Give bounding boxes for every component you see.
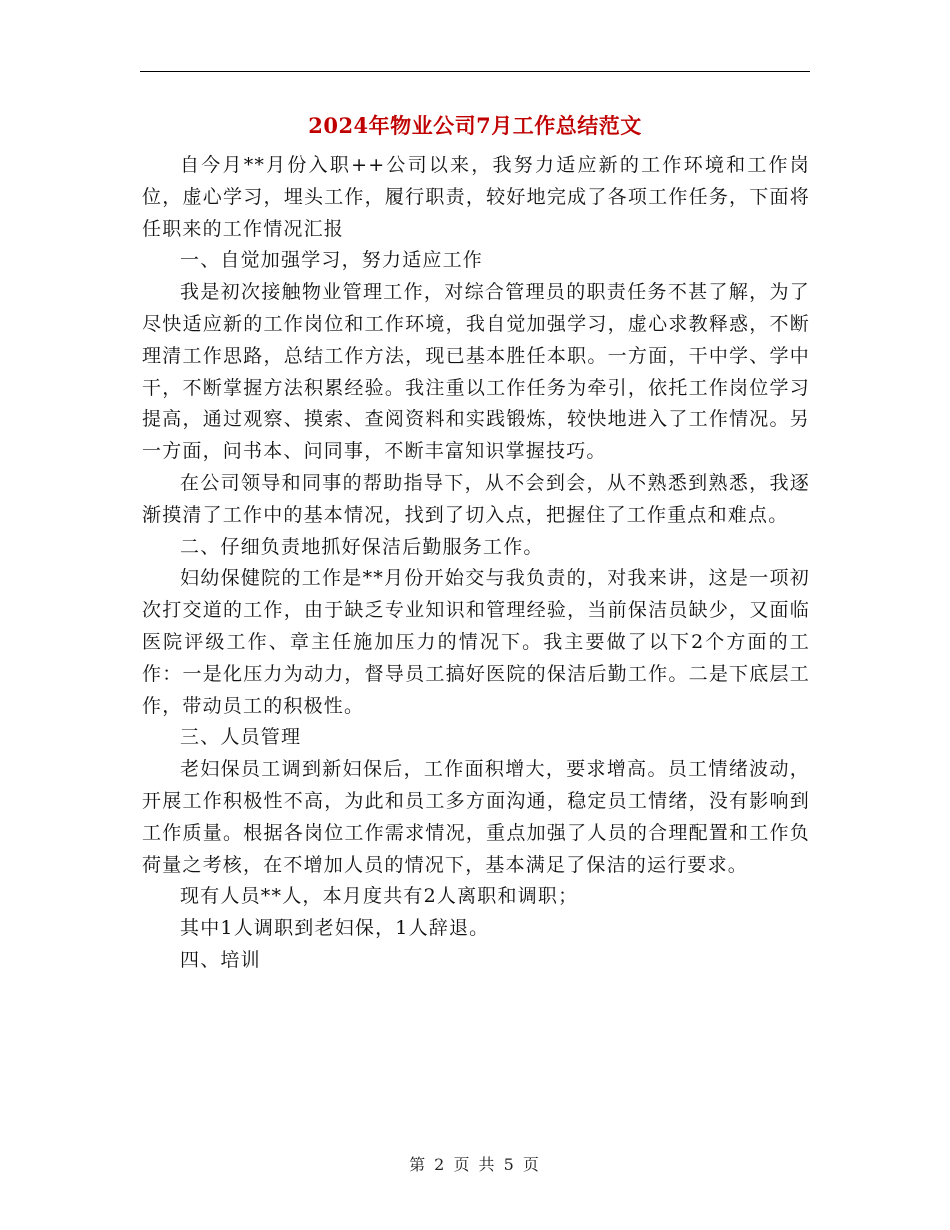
section-heading-3: 三、人员管理: [180, 726, 302, 749]
document-body: [142, 150, 810, 977]
paragraph-2: 在公司领导和同事的帮助指导下，从不会到会，从不熟悉到熟悉，我逐渐摸清了工作中的基本情况，找到了切入点，把握住了工作重点和难点。: [142, 471, 810, 526]
section-heading-1: 一、自觉加强学习，努力适应工作: [180, 249, 484, 272]
header-rule: [140, 71, 810, 72]
paragraph-intro: 自今月**月份入职++公司以来，我努力适应新的工作环境和工作岗位，虚心学习，埋头工作，履行职责，较好地完成了各项工作任务，下面将任职来的工作情况汇报: [142, 154, 810, 240]
page-footer: 第 2 页 共 5 页: [409, 1155, 541, 1174]
paragraph-6: 其中1人调职到老妇保，1人辞退。: [180, 917, 490, 940]
section-heading-4: 四、培训: [180, 948, 261, 971]
paragraph-1: 我是初次接触物业管理工作，对综合管理员的职责任务不甚了解，为了尽快适应新的工作岗位和工作环境，我自觉加强学习，虚心求教释惑，不断理清工作思路，总结工作方法，现已基本胜任本职。一方面，干中学、学中干，不断掌握方法积累经验。我注重以工作任务为牵引，依托工作岗位学习提高，通过观察、摸索、查阅资料和实践锻炼，较快地进入了工作情况。另一方面，问书本、问同事，不断丰富知识掌握技巧。: [142, 281, 810, 463]
paragraph-4: 老妇保员工调到新妇保后，工作面积增大，要求增高。员工情绪波动，开展工作积极性不高，为此和员工多方面沟通，稳定员工情绪，没有影响到工作质量。根据各岗位工作需求情况，重点加强了人员的合理配置和工作负荷量之考核，在不增加人员的情况下，基本满足了保洁的运行要求。: [142, 758, 810, 876]
paragraph-3: 妇幼保健院的工作是**月份开始交与我负责的，对我来讲，这是一项初次打交道的工作，由于缺乏专业知识和管理经验，当前保洁员缺少，又面临医院评级工作、章主任施加压力的情况下。我主要做了以下2个方面的工作：一是化压力为动力，督导员工搞好医院的保洁后勤工作。二是下底层工作，带动员工的积极性。: [142, 567, 810, 717]
document-title: 2024年物业公司7月工作总结范文: [308, 113, 642, 138]
section-heading-2: 二、仔细负责地抓好保洁后勤服务工作。: [180, 535, 544, 558]
paragraph-5: 现有人员**人，本月度共有2人离职和调职；: [180, 885, 579, 908]
